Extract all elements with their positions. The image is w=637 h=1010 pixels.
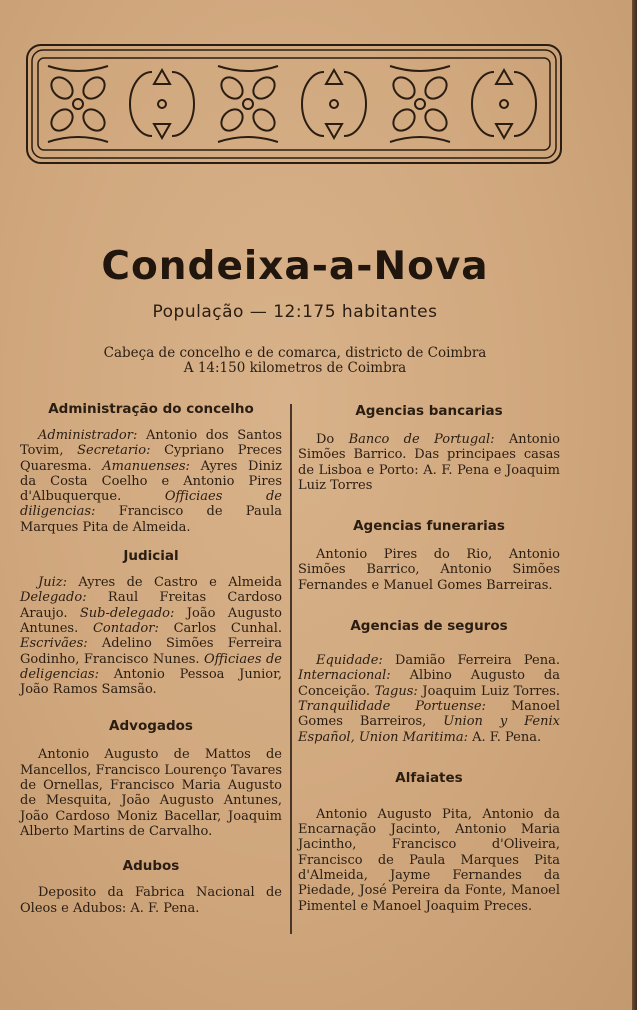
section-agencias-seguros <box>298 617 560 745</box>
section-agencias-bancarias <box>298 402 560 493</box>
intro-line-2: A 14:150 kilometros de Coimbra <box>183 360 407 376</box>
section-body: Antonio Augusto Pita, Antonio da Encarnação Jacinto, Antonio Maria Jacintho, Francisco d'Oliveira, Francisco de Paula Marques Pita d'Almeida, Jayme Fernandes da Piedade, José Pereira da Fonte, Manoel Pimentel e Manoel Joaquim Preces. <box>298 806 560 914</box>
section-heading: Advogados <box>109 718 193 735</box>
section-body: Equidade: Damião Ferreira Pena. Internacional: Albino Augusto da Conceição. Tagus: Joaquim Luiz Torres. Tranquilidade Portuense: Manoel Gomes Barreiros, Union y Fenix Español, Union Maritima: A. F. Pena. <box>298 653 560 745</box>
section-body: Antonio Pires do Rio, Antonio Simões Barrico, Antonio Simões Fernandes e Manuel Gomes Barreiras. <box>298 547 560 593</box>
section-heading: Judicial <box>123 548 179 565</box>
section-body: Deposito da Fabrica Nacional de Oleos e Adubos: A. F. Pena. <box>20 885 282 916</box>
section-body: Do Banco de Portugal: Antonio Simões Barrico. Das principaes casas de Lisboa e Porto: A. F. Pena e Joaquim Luiz Torres <box>298 432 560 493</box>
section-heading: Adubos <box>122 858 180 875</box>
section-judicial <box>20 547 282 697</box>
section-body: Juiz: Ayres de Castro e Almeida Delegado: Raul Freitas Cardoso Araujo. Sub-delegado: João Augusto Antunes. Contador: Carlos Cunhal. Escrivães: Adelino Simões Ferreira Godinho, Francisco Nunes. Officiaes de deligencias: Antonio Pessoa Junior, João Ramos Samsão. <box>20 575 283 698</box>
section-agencias-funerarias <box>298 517 560 593</box>
section-body: Antonio Augusto de Mattos de Mancellos, Francisco Lourenço Tavares de Ornellas, Francisco Maria Augusto de Mesquita, João Augusto Antunes, João Cardoso Moniz Bacellar, Joaquim Alberto Martins de Carvalho. <box>20 747 282 839</box>
section-body: Administrador: Antonio dos Santos Tovim, Secretario: Cypriano Preces Quaresma. Amanuenses: Ayres Diniz da Costa Coelho e Antonio Pires d'Albuquerque. Officiaes de diligencias: Francisco de Paula Marques Pita de Almeida. <box>20 428 282 535</box>
art-nouveau-banner-icon <box>26 44 562 164</box>
population-line: População — 12:175 habitantes <box>152 302 438 322</box>
column-divider <box>290 404 292 934</box>
section-alfaiates <box>298 769 560 914</box>
right-column <box>298 400 560 914</box>
page-title: Condeixa-a-Nova <box>101 244 489 289</box>
intro-text <box>0 346 590 376</box>
section-administracao <box>20 400 282 535</box>
page-edge <box>632 0 637 1010</box>
section-heading: Administração do concelho <box>48 401 254 417</box>
section-heading: Agencias funerarias <box>353 518 505 535</box>
section-heading: Alfaiates <box>395 769 463 786</box>
section-heading: Agencias de seguros <box>350 618 508 635</box>
section-adubos <box>20 857 282 916</box>
intro-line-1: Cabeça de concelho e de comarca, districto de Coimbra <box>103 345 487 361</box>
left-column <box>20 400 282 916</box>
section-heading: Agencias bancarias <box>355 403 503 419</box>
section-advogados <box>20 717 282 839</box>
